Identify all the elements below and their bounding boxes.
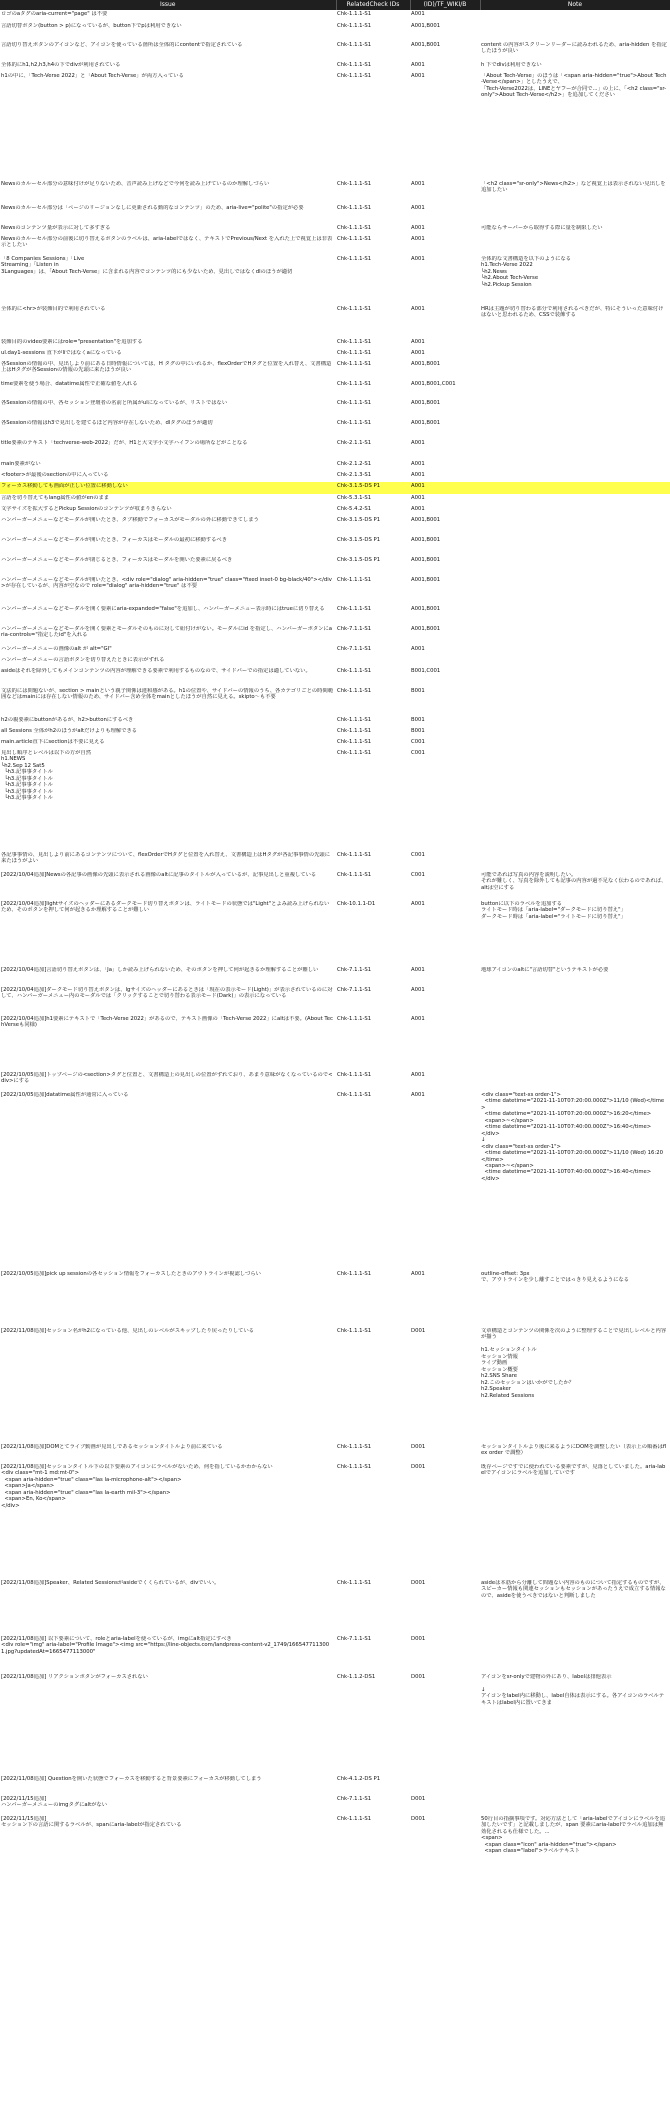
level-cell: A001 bbox=[411, 967, 425, 973]
check-id-cell: Chk-3.1.5-DS P1 bbox=[337, 517, 381, 523]
table-row bbox=[0, 716, 670, 727]
issue-cell: [2022/11/08追加]DOMとてライブ動画が見出しであるセッションタイトルより前に来ている bbox=[1, 1444, 223, 1450]
check-id-cell: Chk-1.1.1-S1 bbox=[337, 62, 372, 68]
table-row bbox=[0, 1635, 670, 1673]
note-cell bbox=[480, 645, 670, 656]
check-id-cell: Chk-3.1.5-DS P1 bbox=[336, 482, 410, 494]
issue-cell: h2の親要素にbuttonがあるが、h2>buttonにするべき bbox=[1, 717, 134, 723]
issue-cell: ハンバーガーメニューなどモーダルを開く要素とモーダルそのものに対して紐付けがない。モーダルにid を指定し、ハンバーガーボタンにaria-controls="指定したid"を入れる bbox=[1, 626, 333, 639]
table-row bbox=[0, 656, 670, 667]
note-cell bbox=[480, 1775, 670, 1795]
note-cell: 既存ページですでに使われている要素ですが、見落としていました。aria-labelでアイコンにラベルを追加していです bbox=[481, 1464, 666, 1477]
level-cell: A001,B001 bbox=[411, 517, 441, 523]
check-id-cell: Chk-1.1.1-S1 bbox=[337, 205, 372, 211]
table-row bbox=[0, 738, 670, 749]
check-id-cell: Chk-1.1.1-S1 bbox=[337, 361, 372, 367]
level-cell: D001 bbox=[411, 1796, 426, 1802]
check-id-cell: Chk-2.1.3-S1 bbox=[337, 472, 372, 478]
issue-cell: [2022/11/08追加] Questionを開いた状態でフォーカスを移動すると背景要素にフォーカスが移動してしまう bbox=[1, 1776, 262, 1782]
issue-cell: [2022/10/05追加]pick up sessionの各セッション情報をフォーカスしたときのアウトラインが視認しづらい bbox=[1, 1271, 261, 1277]
level-cell: A001 bbox=[411, 350, 425, 356]
note-cell bbox=[480, 986, 670, 1015]
level-cell: A001,B001 bbox=[411, 361, 441, 367]
issue-cell: [2022/11/15追加] セッション下の言語に関するラベルが、spanにaria-labelが指定されている bbox=[1, 1816, 182, 1829]
table-row bbox=[0, 625, 670, 645]
issue-cell: time要素を使う場合、datatime属性で正確な値を入れる bbox=[1, 381, 138, 387]
level-cell: A001 bbox=[411, 472, 425, 478]
level-cell: A001,B001 bbox=[411, 606, 441, 612]
issue-cell: 言語を切り替えてもlang属性の値がenのまま bbox=[1, 495, 110, 501]
table-row bbox=[0, 1327, 670, 1443]
level-cell: A001 bbox=[411, 306, 425, 312]
note-cell bbox=[480, 656, 670, 667]
issue-cell: <footer>が最後のsectionの中に入っている bbox=[1, 472, 109, 478]
level-cell bbox=[410, 656, 480, 667]
note-cell bbox=[480, 439, 670, 460]
check-id-cell: Chk-1.1.1-S1 bbox=[337, 225, 372, 231]
level-cell: A001,B001 bbox=[411, 537, 441, 543]
check-id-cell: Chk-1.1.1-S1 bbox=[337, 1072, 372, 1078]
issue-cell: 見出し順序とレベルは以下の方が自然 h1.NEWS └h2.Sep 12 Sat5 └h3.記事事タイトル └h3.記事事タイトル └h3.記事事タイトル └h3.記事事タイトル └h3.記事事タイトル bbox=[1, 750, 92, 802]
table-row bbox=[0, 419, 670, 439]
note-cell: outline-offset: 3px で、アウトラインを少し離すことではっきり見えるようになる bbox=[481, 1271, 630, 1284]
issue-cell: ul.day1-sessions 直下がliではなくaになっている bbox=[1, 350, 122, 356]
check-id-cell: Chk-3.1.5-DS P1 bbox=[337, 557, 381, 563]
table-row bbox=[0, 349, 670, 360]
note-cell bbox=[480, 494, 670, 505]
check-id-cell: Chk-10.1.1-D1 bbox=[337, 901, 376, 907]
note-cell bbox=[480, 536, 670, 556]
issue-cell: 文法的には問題ないが、section > mainという親子関係は違和感がある。h1の位置や、サイドバーの情報のうち、各カテゴリごとの時間範囲などはmainには存在しない情報のため、サイドバー含め全体をmainとしたほうが自然に見える。skipto〜も不要 bbox=[1, 688, 334, 701]
check-id-cell: Chk-1.1.1-S1 bbox=[337, 577, 372, 583]
level-cell: B001 bbox=[411, 688, 425, 694]
issue-cell: [2022/10/04追加]Newsの各記事の画像の先頭に表示される画像のaltに記事のタイトルが入っているが、記事見出しと重複している bbox=[1, 872, 317, 878]
check-id-cell: Chk-1.1.1-S1 bbox=[337, 400, 372, 406]
issue-cell: [2022/11/08追加] 以下要素について、roleとaria-labelを使っているが、imgにalt指定にすべき <div role="img" aria-label="Profile Image"><img src="https://line-objects.com/landpress-content-v2_1749/1665477113001.jpg?updatedAt=1665477113000" bbox=[1, 1636, 330, 1655]
table-row bbox=[0, 1775, 670, 1795]
check-id-cell: Chk-1.1.1-S1 bbox=[337, 606, 372, 612]
level-cell: C001 bbox=[411, 852, 425, 858]
note-cell bbox=[480, 1015, 670, 1071]
issue-cell: Newsのカルーセル部分の意味付けが足りないため、音声読み上げなどで今何を読み上げているのか理解しづらい bbox=[1, 181, 270, 187]
check-id-cell: Chk-1.1.1-S1 bbox=[337, 688, 372, 694]
table-row bbox=[0, 1071, 670, 1091]
table-row bbox=[0, 204, 670, 224]
note-cell bbox=[480, 338, 670, 349]
table-row bbox=[0, 687, 670, 716]
issue-cell: ハンバーガーメニューなどモーダルが開いたとき、<div role="dialog" aria-hidden="true" class="fixed inset-0 bg-black/40"></div>が存在しているが、内容が空なので role="dialog" aria-hidden="true" は不要 bbox=[1, 577, 332, 590]
issue-cell: 各Sessionの情報はh3で見出しを建てるほど内容が存在しないため、dlタグのほうが適切 bbox=[1, 420, 213, 426]
table-row bbox=[0, 439, 670, 460]
check-id-cell: Chk-7.1.1-S1 bbox=[337, 987, 372, 993]
note-cell: 可能ならサーバーから取得する際に量を制限したい bbox=[481, 225, 603, 231]
table-row bbox=[0, 1015, 670, 1071]
level-cell: C001 bbox=[411, 750, 425, 756]
table-row bbox=[0, 851, 670, 871]
issue-cell: 全体的に<hr>が装飾目的で利用されている bbox=[1, 306, 106, 312]
note-cell bbox=[480, 460, 670, 471]
note-cell: asideは本筋から分離して問題ない内容のものについて指定するものですが、スピーカー情報も関連セッションもセッションがあったうえで成立する情報なので、asideを使うべきではないと判断しました bbox=[481, 1580, 666, 1599]
table-row bbox=[0, 360, 670, 380]
check-id-cell: Chk-7.1.1-S1 bbox=[337, 646, 372, 652]
level-cell bbox=[410, 1775, 480, 1795]
note-cell bbox=[480, 380, 670, 399]
table-row bbox=[0, 399, 670, 419]
level-cell: B001,C001 bbox=[411, 668, 441, 674]
table-row bbox=[0, 41, 670, 61]
note-cell bbox=[480, 204, 670, 224]
header-row bbox=[0, 0, 670, 10]
level-cell: A001,B001 bbox=[411, 557, 441, 563]
issue-cell: [2022/10/04追加]ダークモード切り替えボタンは、lgサイズのヘッダーにあるときは「現在の表示モード(Light)」が表示されているのに対して、ハンバーガーメニュー内のモーダルでは「クリックすることで切り替わる表示モード(Dark)」の表示になっている bbox=[1, 987, 333, 1000]
note-cell bbox=[480, 235, 670, 255]
header-related-check-ids: RelatedCheck IDs bbox=[336, 0, 410, 10]
issue-cell: main要素がない bbox=[1, 461, 41, 467]
issue-cell: 全体的にh1,h2,h3,h4の下でdivが利用されている bbox=[1, 62, 121, 68]
note-cell bbox=[480, 716, 670, 727]
issue-cell: 言語切替ボタン(button > p)になっているが、button下でpは利用できない bbox=[1, 23, 182, 29]
level-cell: A001 bbox=[411, 1092, 425, 1098]
issue-cell: ハンバーガーメニューの言語ボタンを切り替えたときに表示がずれる bbox=[1, 657, 165, 663]
table-row bbox=[0, 1443, 670, 1463]
note-cell: 50行目の指摘事項です。対応方法として「aria-labelでアイコンにラベルを追加したいです」と記載しましたが、span 要素にaria-labelでラベル追加は無効化されるも仕様でした。... <span> <span class="icon" aria-hidden="true"></span> <span class="label">ラベルテキスト bbox=[481, 1816, 666, 1855]
issue-cell: 装飾目的のvideo要素にはrole="presentation"を追加する bbox=[1, 339, 143, 345]
level-cell: A001 bbox=[411, 1271, 425, 1277]
check-id-cell: Chk-1.1.1-S1 bbox=[337, 1816, 372, 1822]
level-cell: A001 bbox=[411, 901, 425, 907]
issue-cell: [2022/10/05追加]トップページの<section>タグと位置と、文書構造上の見出しの位置がずれており、あまり意味がなくなっているので<div>にする bbox=[1, 1072, 333, 1085]
issue-cell: [2022/10/04追加]言語切り替えボタンは、「Ja」しか読み上げられないため、そのボタンを押して何が起きるか理解することが難しい bbox=[1, 967, 319, 973]
check-id-cell: Chk-1.1.1-S1 bbox=[337, 852, 372, 858]
check-id-cell: Chk-7.1.1-S1 bbox=[337, 1636, 372, 1642]
note-cell: buttonに以下のラベルを追加する ライトモード時は「aria-label="ダークモードに切り替え"」 ダークモード時は「aria-label="ライトモードに切り替え"」 bbox=[481, 901, 626, 920]
issue-cell: 各Sessionの情報の中、各セッション登壇者の名前と所属がulになっているが、リストではない bbox=[1, 400, 228, 406]
issue-cell: ハンバーガーメニューの画像のalt が alt="GI" bbox=[1, 646, 112, 652]
check-id-cell: Chk-7.1.1-S1 bbox=[337, 626, 372, 632]
issue-cell: [2022/11/08追加]セッション名がh2になっている他、見出しのレベルがスキップしたり戻ったりしている bbox=[1, 1328, 255, 1334]
level-cell: A001 bbox=[410, 482, 480, 494]
check-id-cell: Chk-1.1.1-S1 bbox=[337, 350, 372, 356]
check-id-cell: Chk-1.1.1-S1 bbox=[337, 668, 372, 674]
table-row bbox=[0, 749, 670, 851]
level-cell: A001 bbox=[411, 506, 425, 512]
note-cell: 可能であれば写真の内容を説明したい。 それが難しく、写真を除外しても記事の内容が過不足なく伝わるのであれば、altは空にする bbox=[481, 872, 667, 891]
note-cell: 全体的な文書構造を以下のようになる h1.Tech-Verse 2022 └h2.News └h2.About Tech-Verse └h2.Pickup Session bbox=[481, 256, 572, 288]
table-row bbox=[0, 305, 670, 338]
table-row bbox=[0, 536, 670, 556]
table-row bbox=[0, 1091, 670, 1270]
check-id-cell: Chk-1.1.1-S1 bbox=[337, 739, 372, 745]
check-id-cell: Chk-1.1.1-S1 bbox=[337, 1580, 372, 1586]
level-cell: C001 bbox=[411, 872, 425, 878]
check-id-cell: Chk-1.1.1-S1 bbox=[337, 23, 372, 29]
check-id-cell: Chk-1.1.1-S1 bbox=[337, 728, 372, 734]
issue-cell: 文字サイズを拡大するとPickup Sessionのコンテンツが収まりきらない bbox=[1, 506, 172, 512]
issue-cell: [2022/11/08追加] リアクションボタンがフォーカスされない bbox=[1, 1674, 148, 1680]
note-cell bbox=[480, 727, 670, 738]
level-cell: A001 bbox=[411, 256, 425, 262]
note-cell: 「<h2 class="sr-only">News</h2>」など視覚上は表示されない見出しを追加したい bbox=[481, 181, 666, 194]
level-cell: A001 bbox=[411, 339, 425, 345]
table-row bbox=[0, 482, 670, 494]
note-cell bbox=[480, 10, 670, 22]
issue-cell: all Sessions 全体がh2のほうがaltだけよりも理解できる bbox=[1, 728, 138, 734]
issue-cell: Newsのカルーセル部分は「ページのリージョンなしに更新される動的なコンテンツ」のため、aria-live="polite"の指定が必要 bbox=[1, 205, 304, 211]
check-id-cell: Chk-1.1.1-S1 bbox=[337, 872, 372, 878]
issue-cell: ハンバーガーメニューなどモーダルが開いたとき、フォーカスはモーダルの最初に移動するべき bbox=[1, 537, 228, 543]
table-row bbox=[0, 1673, 670, 1775]
level-cell: A001 bbox=[411, 461, 425, 467]
level-cell: A001,B001,C001 bbox=[411, 381, 456, 387]
table-row bbox=[0, 471, 670, 482]
table-row bbox=[0, 576, 670, 605]
level-cell: A001,B001 bbox=[411, 626, 441, 632]
header-issue: Issue bbox=[0, 0, 336, 10]
issue-cell: main.article直下にsectionは不要に見える bbox=[1, 739, 105, 745]
level-cell: D001 bbox=[411, 1636, 426, 1642]
note-cell bbox=[480, 505, 670, 516]
issue-cell: 言語切り替えボタンのアイコンなど、アイコンを使っている箇所は全体的にcontentで指定されている bbox=[1, 42, 243, 48]
check-id-cell: Chk-1.1.1-S1 bbox=[337, 181, 372, 187]
level-cell: D001 bbox=[411, 1816, 426, 1822]
level-cell: D001 bbox=[411, 1444, 426, 1450]
note-cell bbox=[480, 516, 670, 536]
issue-cell: 「8 Companies Sessions」「Live Streaming」「Listen in 3Languages」は、「About Tech-Verse」に含まれる内容でコンテンツ的にも少ないため、見出しではなくdlのほうが適切 bbox=[1, 256, 293, 275]
table-row bbox=[0, 727, 670, 738]
note-cell bbox=[480, 349, 670, 360]
note-cell: 「About Tech-Verse」のほうは「<span aria-hidden="true">About Tech-Verse</span>」としたうえで、 「Tech-Verse2022は、LINEとヤフーが合同で...」の上に、「<h2 class="sr-only">About Tech-Verse</h2>」を追加してください bbox=[481, 73, 667, 99]
issue-cell: [2022/11/15追加] ハンバーガーメニューのimgタグにaltがない bbox=[1, 1796, 108, 1809]
level-cell: A001 bbox=[411, 440, 425, 446]
check-id-cell: Chk-1.1.1-S1 bbox=[337, 381, 372, 387]
note-cell bbox=[480, 419, 670, 439]
issue-cell: title要素のテキスト「techverse-web-2022」だが、H1と大文字小文字ハイフンの場所などがことなる bbox=[1, 440, 248, 446]
table-row bbox=[0, 180, 670, 204]
note-cell bbox=[480, 738, 670, 749]
header-level: (ID)/TF_WIKI/B bbox=[410, 0, 480, 10]
level-cell: A001 bbox=[411, 11, 425, 17]
issue-cell: ハンバーガーメニューなどモーダルが開いたとき、タブ移動でフォーカスがモーダルの外に移動できてしまう bbox=[1, 517, 259, 523]
note-cell: HRは主題が切り替わる部分で利用されるべきだが、特にそういった意味付けはないと思われるため、CSSで装飾する bbox=[481, 306, 664, 319]
check-id-cell: Chk-1.1.1-S1 bbox=[337, 236, 372, 242]
table-row bbox=[0, 986, 670, 1015]
issue-cell: ハンバーガーメニューなどモーダルが閉じるとき、フォーカスはモーダルを開いた要素に戻るべき bbox=[1, 557, 233, 563]
table-row bbox=[0, 1815, 670, 1885]
check-id-cell: Chk-1.1.1-S1 bbox=[337, 306, 372, 312]
issue-cell: asideはそれを除外してもメインコンテンツの内容が理解できる要素で利用するものなので、サイドバーでの指定は適していない。 bbox=[1, 668, 311, 674]
table-row bbox=[0, 1579, 670, 1635]
table-row bbox=[0, 1463, 670, 1579]
note-cell: <div class="text-xs order-1"> <time datetime="2021-11-10T07:20:00.000Z">11/10 (Wed)</time> <time datetime="2021-11-10T07:20:00.000Z">16:20</time> <span>~</span> <time datetime="2021-11-10T07:40:00.000Z">16:40</time> </div> ↓ <div class="text-xs order-1"> <time datetime="2021-11-10T07:20:00.000Z">11/10 (Wed) 16:20</time> <span>~</span> <time datetime="2021-11-10T07:40:00.000Z">16:40</time> </div> bbox=[481, 1092, 665, 1182]
table-body bbox=[0, 10, 670, 1885]
level-cell: B001 bbox=[411, 717, 425, 723]
check-id-cell: Chk-1.1.1-S1 bbox=[337, 73, 372, 79]
note-cell: content の内容がスクリーンリーダーに読みわれるため、aria-hidden を指定したほうが良い bbox=[481, 42, 667, 55]
level-cell: A001 bbox=[411, 62, 425, 68]
issue-cell: [2022/10/04追加]h1要素にテキストで「Tech-Verse 2022」があるので、テキスト画像の「Tech-Verse 2022」にaltは不要。(About TechVerseも同様) bbox=[1, 1016, 333, 1029]
level-cell: A001,B001 bbox=[411, 577, 441, 583]
note-cell bbox=[480, 1635, 670, 1673]
level-cell: A001 bbox=[411, 646, 425, 652]
issue-cell: [2022/11/08追加]Speaker、Related Sessionsがasideでくくられているが、divでいい。 bbox=[1, 1580, 220, 1586]
level-cell: A001 bbox=[411, 225, 425, 231]
check-id-cell: Chk-1.1.1-S1 bbox=[337, 1444, 372, 1450]
level-cell: A001 bbox=[411, 495, 425, 501]
level-cell: A001 bbox=[411, 236, 425, 242]
note-cell: 地球アイコンのaltに"言語切替"というテキストが必要 bbox=[481, 967, 609, 973]
check-id-cell: Chk-1.1.1-S1 bbox=[337, 717, 372, 723]
check-id-cell: Chk-1.1.1-S1 bbox=[337, 1092, 372, 1098]
issue-cell: フォーカス移動しても画面が正しい位置に移動しない bbox=[0, 482, 336, 494]
table-row bbox=[0, 1270, 670, 1327]
note-cell bbox=[480, 22, 670, 41]
note-cell: 文章構造とコンテンツの関係を次のように整理することで見出しレベルと内容が揃う h1.セッションタイトル セッション情報 ライブ動画 セッション概要 h2.SNS Share h2.このセッションはいかがでしたか？ h2.Speaker h2.Related Sessions bbox=[481, 1328, 667, 1399]
issue-cell: [2022/11/08追加]セッションタイトル下の以下要素のアイコンにラベルがないため、何を指しているかわからない <div class="mt-1 md:mt-0"> <span aria-hidden="true" class="las la-microphone-alt"></span> <span>Ja</span> <span aria-hidden="true" class="las la-earth mil-3"></span> <span>En, Ko</span> </div> bbox=[1, 1464, 273, 1509]
note-cell bbox=[480, 625, 670, 645]
check-id-cell: Chk-1.1.1-S1 bbox=[337, 339, 372, 345]
note-cell bbox=[480, 851, 670, 871]
table-row bbox=[0, 10, 670, 22]
table-row bbox=[0, 494, 670, 505]
issue-cell: 各記事事情の、見出しより前にあるコンテンツについて、flexOrderでHタグと位置を入れ替え、文書構造上はHタグが各記事事情の先頭に来たほうがよい bbox=[1, 852, 331, 865]
note-cell bbox=[480, 1071, 670, 1091]
check-id-cell: Chk-3.1.5-DS P1 bbox=[337, 537, 381, 543]
level-cell: A001 bbox=[411, 1016, 425, 1022]
level-cell: A001 bbox=[411, 987, 425, 993]
table-row bbox=[0, 61, 670, 72]
level-cell: A001 bbox=[411, 73, 425, 79]
check-id-cell: Chk-1.1.1-S1 bbox=[337, 420, 372, 426]
issue-cell: ロゴのaタグのaria-current="page" は不要 bbox=[1, 11, 108, 17]
level-cell: A001,B001 bbox=[411, 23, 441, 29]
note-cell: h 下でdivは利用できない bbox=[481, 62, 542, 68]
table-row bbox=[0, 645, 670, 656]
check-id-cell: Chk-1.1.1-S1 bbox=[337, 42, 372, 48]
level-cell: D001 bbox=[411, 1464, 426, 1470]
note-cell bbox=[480, 667, 670, 687]
table-row bbox=[0, 871, 670, 900]
table-row bbox=[0, 460, 670, 471]
note-cell: アイコンをsr-onlyで建物の外にあり、labelは排他表示 ↓ アイコンをlabel内に移動し、label自体は表示にする。各アイコンのラベルテキストはlabel内に置いてきま bbox=[481, 1674, 665, 1706]
level-cell: D001 bbox=[411, 1580, 426, 1586]
check-id-cell: Chk-1.1.2-DS1 bbox=[337, 1674, 376, 1680]
note-cell bbox=[480, 576, 670, 605]
note-cell bbox=[480, 1795, 670, 1815]
note-cell bbox=[480, 749, 670, 851]
table-row bbox=[0, 900, 670, 966]
table-row bbox=[0, 605, 670, 625]
level-cell: A001,B001 bbox=[411, 420, 441, 426]
table-row bbox=[0, 516, 670, 536]
table-row bbox=[0, 338, 670, 349]
note-cell bbox=[480, 605, 670, 625]
level-cell: D001 bbox=[411, 1674, 426, 1680]
table-row bbox=[0, 72, 670, 180]
level-cell: C001 bbox=[411, 739, 425, 745]
note-cell bbox=[480, 399, 670, 419]
table-row bbox=[0, 235, 670, 255]
level-cell: A001 bbox=[411, 181, 425, 187]
level-cell: D001 bbox=[411, 1328, 426, 1334]
table-row bbox=[0, 505, 670, 516]
issue-cell: h1の中に、「Tech-Verse 2022」と「About Tech-Verse」が両方入っている bbox=[1, 73, 184, 79]
check-id-cell: Chk-7.1.1-S1 bbox=[337, 1796, 372, 1802]
issue-cell: [2022/10/04追加]lightサイズのヘッダーにあるダークモード切り替えボタンは、ライトモードの状態では"Light"とよみ読み上げられないため、そのボタンを押して何が起きるか理解することが難しい bbox=[1, 901, 330, 914]
level-cell: A001 bbox=[411, 205, 425, 211]
check-id-cell: Chk-7.1.1-S1 bbox=[337, 967, 372, 973]
table-row bbox=[0, 255, 670, 305]
table-row bbox=[0, 22, 670, 41]
check-id-cell: Chk-1.1.1-S1 bbox=[337, 1464, 372, 1470]
issue-cell: 各Sessionの情報の中、見出しより前にある日時情報については、H タグの中にいれるか、flexOrderでHタグと位置を入れ替え、文書構造上はHタグが各Sessionの情報の先頭に来たほうが良い bbox=[1, 361, 332, 374]
issue-cell: ハンバーガーメニューなどモーダルを開く要素にaria-expanded="false"を追加し、ハンバーガーメニュー表示時にはtrueに切り替える bbox=[1, 606, 325, 612]
check-id-cell: Chk-1.1.1-S1 bbox=[337, 1328, 372, 1334]
check-id-cell: Chk-5.3.1-S1 bbox=[337, 495, 372, 501]
check-id-cell: Chk-1.1.1-S1 bbox=[337, 256, 372, 262]
issue-cell: Newsのコンテンツ量が表示に対して多すぎる bbox=[1, 225, 111, 231]
header-note: Note bbox=[480, 0, 670, 10]
table-row bbox=[0, 966, 670, 986]
check-id-cell: Chk-1.1.1-S1 bbox=[337, 11, 372, 17]
check-id-cell: Chk-1.1.1-S1 bbox=[337, 1016, 372, 1022]
level-cell: B001 bbox=[411, 728, 425, 734]
check-id-cell bbox=[336, 656, 410, 667]
table-row bbox=[0, 224, 670, 235]
check-id-cell: Chk-1.1.1-S1 bbox=[337, 1271, 372, 1277]
table-row bbox=[0, 1795, 670, 1815]
table-row bbox=[0, 556, 670, 576]
issue-cell: [2022/10/05追加]datatime属性が通常に入っている bbox=[1, 1092, 129, 1098]
issue-cell: Newsのカルーセル部分の前後に切り替えるボタンのラベルは、aria-labelではなく、テキストでPrevious/Next を入れた上で視覚上は非表示としたい bbox=[1, 236, 333, 249]
table-row bbox=[0, 380, 670, 399]
note-cell bbox=[480, 360, 670, 380]
check-id-cell: Chk-2.1.2-S1 bbox=[337, 461, 372, 467]
level-cell: A001,B001 bbox=[411, 400, 441, 406]
note-cell bbox=[480, 482, 670, 494]
level-cell: A001,B001 bbox=[411, 42, 441, 48]
check-id-cell: Chk-1.1.1-S1 bbox=[337, 750, 372, 756]
note-cell: セッションタイトルより後に来るようにDOMを調整したい（表示上の順番はflex order で調整） bbox=[481, 1444, 667, 1457]
note-cell bbox=[480, 687, 670, 716]
note-cell bbox=[480, 471, 670, 482]
level-cell: A001 bbox=[411, 1072, 425, 1078]
note-cell bbox=[480, 556, 670, 576]
check-id-cell: Chk-2.1.1-S1 bbox=[337, 440, 372, 446]
check-id-cell: Chk-4.1.2-DS P1 bbox=[337, 1776, 381, 1782]
table-row bbox=[0, 667, 670, 687]
check-id-cell: Chk-5.4.2-S1 bbox=[337, 506, 372, 512]
